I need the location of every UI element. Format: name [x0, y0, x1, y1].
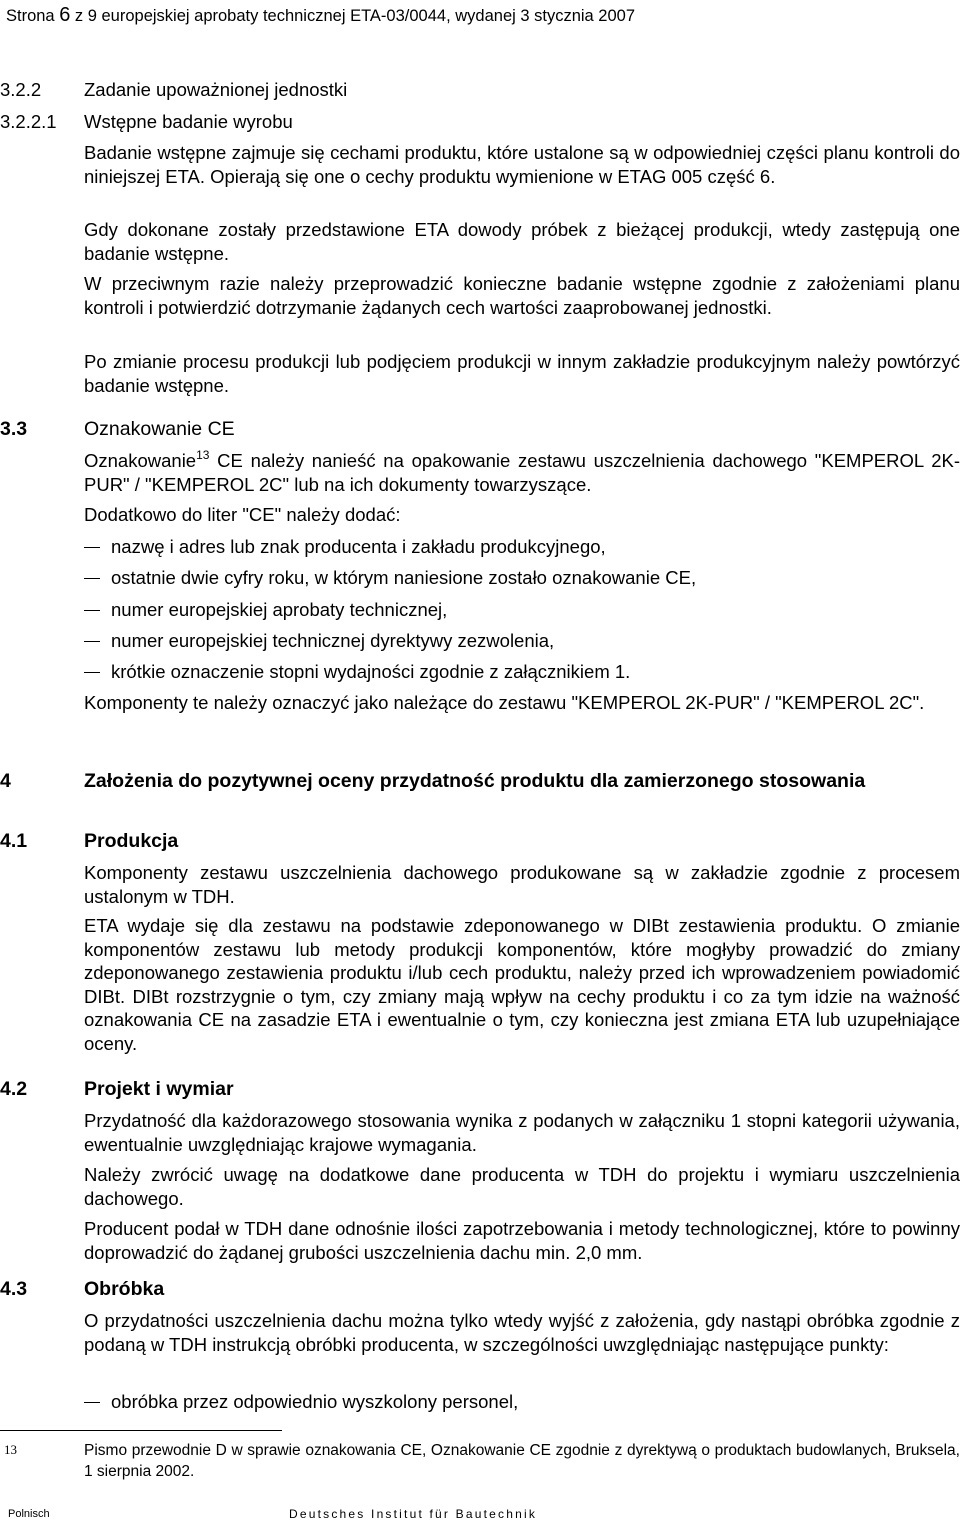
footer-institute: Deutsches Institut für Bautechnik [289, 1507, 538, 1521]
paragraph: Gdy dokonane zostały przedstawione ETA dowody próbek z bieżącej produkcji, wtedy zastępują one badanie wstępne. [84, 219, 960, 264]
paragraph: Komponenty te należy oznaczyć jako należące do zestawu "KEMPEROL 2K-PUR" / "KEMPEROL 2C". [84, 692, 925, 713]
section-4-number: 4 [0, 770, 11, 792]
section-4-title: Założenia do pozytywnej oceny przydatność produktu dla zamierzonego stosowania [84, 770, 866, 792]
paragraph: Przydatność dla każdorazowego stosowania wynika z podanych w załączniku 1 stopni kategorii używania, ewentualnie uwzględniając krajowe wymagania. [84, 1110, 960, 1155]
header-page-number: 6 [59, 4, 71, 26]
list-item-text: obróbka przez odpowiednio wyszkolony personel, [111, 1391, 519, 1412]
section-3-2-2-number: 3.2.2 [0, 79, 42, 100]
list-item-text: nazwę i adres lub znak producenta i zakładu produkcyjnego, [111, 536, 606, 557]
section-4-2-number: 4.2 [0, 1078, 28, 1100]
paragraph: O przydatności uszczelnienia dachu można tylko wtedy wyjść z założenia, gdy nastąpi obróbka zgodnie z podaną w TDH instrukcją obróbki producenta, w szczególności uwzględniając następujące punkty: [84, 1310, 960, 1355]
paragraph: W przeciwnym razie należy przeprowadzić konieczne badanie wstępne zgodnie z założeniami planu kontroli i potwierdzić dotrzymanie żądanych cech wartości zaaprobowanej jednostki. [84, 273, 960, 318]
section-3-2-2-title: Zadanie upoważnionej jednostki [84, 79, 348, 100]
paragraph: Badanie wstępne zajmuje się cechami produktu, które ustalone są w odpowiedniej części planu kontroli do niniejszej ETA. Opierają się one o cechy produktu wymienione w ETAG 005 część 6. [84, 142, 960, 187]
header-rest: z 9 europejskiej aprobaty technicznej ETA-03/0044, wydanej 3 stycznia 2007 [70, 7, 636, 25]
paragraph: Producent podał w TDH dane odnośnie ilości zapotrzebowania i metody technologicznej, które to powinny doprowadzić do żądanej grubości uszczelnienia dachu min. 2,0 mm. [84, 1218, 960, 1263]
paragraph: Dodatkowo do liter "CE" należy dodać: [84, 504, 401, 525]
footnote-separator [0, 1430, 282, 1431]
paragraph [84, 449, 960, 496]
paragraph: Komponenty zestawu uszczelnienia dachowego produkowane są w zakładzie zgodnie z procesem ustalonym w TDH. [84, 862, 960, 907]
section-4-1-title: Produkcja [84, 830, 179, 852]
section-3-2-2-1-number: 3.2.2.1 [0, 111, 57, 132]
section-4-1-number: 4.1 [0, 830, 28, 852]
ce-marking-text: CE należy nanieść na opakowanie zestawu uszczelnienia dachowego "KEMPEROL 2K-PUR" / "KEMPEROL 2C" lub na ich dokumenty towarzyszące. [84, 450, 960, 495]
footnote-text: Pismo przewodnie D w sprawie oznakowania CE, Oznakowanie CE zgodnie z dyrektywą o produktach budowlanych, Bruksela, 1 sierpnia 2002. [84, 1442, 960, 1480]
list-item-text: krótkie oznaczenie stopni wydajności zgodnie z załącznikiem 1. [111, 661, 631, 682]
list-item-text: ostatnie dwie cyfry roku, w którym naniesione zostało oznakowanie CE, [111, 567, 697, 588]
section-4-2-title: Projekt i wymiar [84, 1078, 234, 1100]
section-3-3-number: 3.3 [0, 418, 28, 440]
header-prefix: Strona [6, 7, 60, 25]
section-3-3-title: Oznakowanie CE [84, 418, 235, 440]
footnote-number: 13 [4, 1442, 17, 1457]
section-4-3-number: 4.3 [0, 1278, 28, 1300]
paragraph: Należy zwrócić uwagę na dodatkowe dane producenta w TDH do projektu i wymiaru uszczelnienia dachowego. [84, 1164, 960, 1209]
section-3-2-2-1-title: Wstępne badanie wyrobu [84, 111, 293, 132]
footnote-reference[interactable]: 13 [196, 448, 210, 462]
list-item-text: numer europejskiej aprobaty technicznej, [111, 599, 448, 620]
paragraph: ETA wydaje się dla zestawu na podstawie zdeponowanego w DIBt zestawienia produktu. O zmianie komponentów zestawu lub metody produkcji komponentów, które mogłyby prowadzić do zmiany zdeponowanego zestawienia produktu i/lub cech produktu, należy przed ich wprowadzeniem powiadomić DIBt. DIBt rozstrzygnie o tym, czy zmiany mają wpływ na cechy produktu i co za tym idzie na ważność oznakowania CE na zasadzie ETA i ewentualnie o tym, czy konieczna jest zmiana ETA lub uzupełniające oceny. [84, 915, 960, 1054]
page-header [6, 4, 635, 27]
section-4-3-title: Obróbka [84, 1278, 165, 1300]
footer-language: Polnisch [8, 1508, 50, 1520]
paragraph: Po zmianie procesu produkcji lub podjęciem produkcji w innym zakładzie produkcyjnym należy powtórzyć badanie wstępne. [84, 351, 960, 396]
ce-marking-word: Oznakowanie [84, 450, 197, 471]
list-item-text: numer europejskiej technicznej dyrektywy zezwolenia, [111, 630, 555, 651]
